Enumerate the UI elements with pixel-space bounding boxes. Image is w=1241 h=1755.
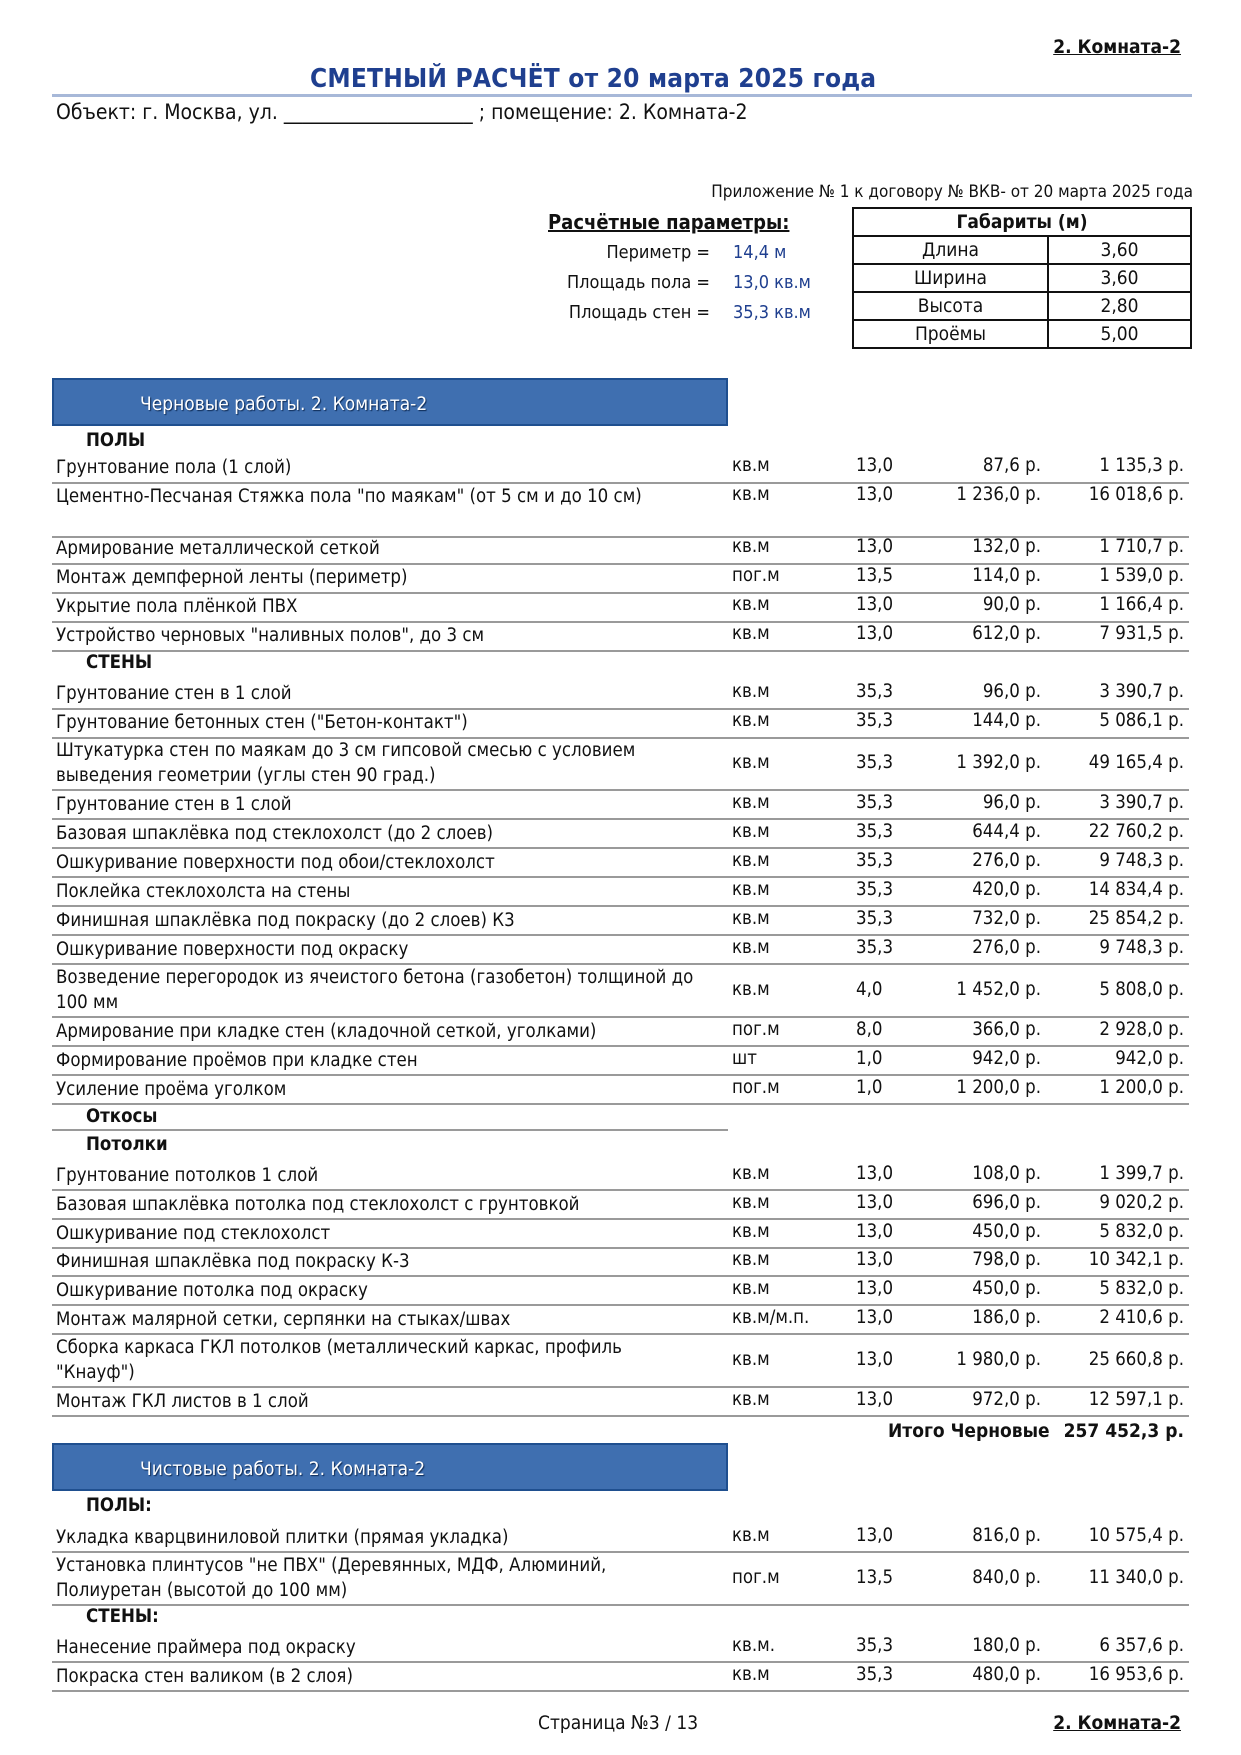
row-price: 420,0 р. [972,879,1041,900]
row-total: 1 539,0 р. [1099,565,1184,586]
row-unit: пог.м [732,1019,780,1040]
row-total: 12 597,1 р. [1088,1389,1184,1410]
param-floor-value: 13,0 кв.м [733,272,811,293]
table-row [52,710,1189,739]
row-total: 9 748,3 р. [1099,850,1184,871]
row-total: 1 200,0 р. [1099,1077,1184,1098]
table-row [52,908,1189,936]
row-qty: 35,3 [856,908,894,929]
row-total: 11 340,0 р. [1088,1567,1184,1588]
rough-ceilings-head: Потолки [86,1134,168,1155]
row-total: 16 953,6 р. [1088,1664,1184,1685]
row-qty: 35,3 [856,681,894,702]
row-qty: 13,0 [856,1192,894,1213]
rough-section-title: Черновые работы. 2. Комната-2 [140,393,428,415]
row-price: 366,0 р. [972,1019,1041,1040]
row-name: Грунтование потолков 1 слой [56,1165,319,1186]
row-price: 972,0 р. [972,1389,1041,1410]
dim-label: Высота [853,292,1048,320]
table-row [52,594,1189,623]
row-name: Ошкуривание потолка под окраску [56,1280,368,1301]
row-price: 186,0 р. [972,1307,1041,1328]
row-total: 7 931,5 р. [1099,623,1184,644]
finish-floors-head: ПОЛЫ: [86,1495,152,1516]
object-line: Объект: г. Москва, ул. ____________________ ; помещение: 2. Комната-2 [56,100,748,124]
row-name: Усиление проёма уголком [56,1079,287,1100]
row-price: 450,0 р. [972,1221,1041,1242]
finish-walls-head: СТЕНЫ: [86,1606,159,1627]
row-price: 612,0 р. [972,623,1041,644]
row-qty: 35,3 [856,937,894,958]
dim-value: 2,80 [1048,292,1191,320]
room-link-top[interactable]: 2. Комната-2 [1053,36,1181,58]
param-walls-value: 35,3 кв.м [733,302,811,323]
row-qty: 35,3 [856,1635,894,1656]
dim-label: Длина [853,236,1048,264]
row-total: 9 748,3 р. [1099,937,1184,958]
dim-value: 5,00 [1048,320,1191,348]
row-unit: пог.м [732,1567,780,1588]
row-qty: 13,0 [856,1389,894,1410]
table-row [52,623,1189,652]
row-price: 840,0 р. [972,1567,1041,1588]
row-qty: 35,3 [856,879,894,900]
row-total: 9 020,2 р. [1099,1192,1184,1213]
row-total: 22 760,2 р. [1088,821,1184,842]
dim-value: 3,60 [1048,236,1191,264]
row-name: Грунтование стен в 1 слой [56,683,292,704]
row-total: 5 832,0 р. [1099,1278,1184,1299]
table-row [52,1335,1189,1388]
table-row [52,455,1189,484]
row-unit: шт [732,1048,757,1069]
row-unit: кв.м [732,937,770,958]
row-qty: 13,0 [856,594,894,615]
divider [52,1129,728,1131]
row-name: Покраска стен валиком (в 2 слоя) [56,1666,353,1687]
rough-slopes-head: Откосы [86,1106,158,1127]
row-unit: кв.м [732,455,770,476]
row-qty: 35,3 [856,710,894,731]
table-row [52,1635,1189,1663]
row-name: Формирование проёмов при кладке стен [56,1050,418,1071]
row-total: 1 166,4 р. [1099,594,1184,615]
row-name: Монтаж малярной сетки, серпянки на стыках/швах [56,1309,511,1330]
row-name: Установка плинтусов "не ПВХ" (Деревянных, МДФ, Алюминий, Полиуретан (высотой до 100 мм) [56,1555,607,1601]
table-row [52,1664,1189,1692]
param-perimeter-value: 14,4 м [733,242,787,263]
row-price: 180,0 р. [972,1635,1041,1656]
row-total: 1 399,7 р. [1099,1163,1184,1184]
row-name: Нанесение праймера под окраску [56,1637,356,1658]
rough-walls-head: СТЕНЫ [86,652,153,673]
row-unit: кв.м [732,850,770,871]
table-row [52,821,1189,849]
row-price: 108,0 р. [972,1163,1041,1184]
row-qty: 1,0 [856,1048,883,1069]
row-price: 96,0 р. [982,681,1041,702]
row-total: 2 928,0 р. [1099,1019,1184,1040]
table-row [52,1019,1189,1047]
row-unit: кв.м [732,1349,770,1370]
table-row [52,879,1189,907]
row-unit: кв.м [732,710,770,731]
row-name: Штукатурка стен по маякам до 3 см гипсовой смесью с условием выведения геометрии (углы стен 90 град.) [56,740,636,786]
dimensions-title: Габариты (м) [853,208,1191,236]
row-price: 1 236,0 р. [956,484,1041,505]
rough-total-label: Итого Черновые [888,1420,1050,1442]
row-unit: кв.м [732,1525,770,1546]
row-price: 798,0 р. [972,1249,1041,1270]
finish-section-title: Чистовые работы. 2. Комната-2 [140,1458,426,1480]
row-total: 942,0 р. [1115,1048,1184,1069]
row-total: 2 410,6 р. [1099,1307,1184,1328]
row-unit: пог.м [732,565,780,586]
row-price: 276,0 р. [972,850,1041,871]
row-qty: 8,0 [856,1019,883,1040]
row-total: 1 710,7 р. [1099,536,1184,557]
row-qty: 13,0 [856,455,894,476]
row-unit: кв.м [732,879,770,900]
rough-total-value: 257 452,3 р. [1063,1420,1184,1442]
row-qty: 35,3 [856,850,894,871]
table-row [52,1077,1189,1105]
row-name: Монтаж демпферной ленты (периметр) [56,567,408,588]
row-unit: кв.м [732,821,770,842]
row-qty: 13,0 [856,1525,894,1546]
row-price: 1 392,0 р. [956,752,1041,773]
table-row [52,1389,1189,1417]
appendix-note: Приложение № 1 к договору № ВКВ- от 20 марта 2025 года [711,182,1193,202]
table-row [52,1278,1189,1306]
row-qty: 13,0 [856,1221,894,1242]
table-row [52,1163,1189,1191]
row-name: Поклейка стеклохолста на стены [56,881,351,902]
row-unit: кв.м [732,1278,770,1299]
row-total: 3 390,7 р. [1099,681,1184,702]
row-price: 1 200,0 р. [956,1077,1041,1098]
row-price: 732,0 р. [972,908,1041,929]
row-unit: кв.м [732,1389,770,1410]
row-qty: 13,0 [856,1278,894,1299]
row-price: 816,0 р. [972,1525,1041,1546]
row-qty: 1,0 [856,1077,883,1098]
row-qty: 4,0 [856,979,883,1000]
row-qty: 13,5 [856,1567,894,1588]
row-qty: 35,3 [856,792,894,813]
table-row [52,1249,1189,1277]
row-qty: 35,3 [856,752,894,773]
row-qty: 35,3 [856,821,894,842]
row-name: Монтаж ГКЛ листов в 1 слой [56,1391,309,1412]
row-qty: 13,0 [856,1163,894,1184]
table-row [52,738,1189,791]
row-name: Финишная шпаклёвка под покраску К-3 [56,1251,410,1272]
table-row [52,1192,1189,1220]
table-row [52,1048,1189,1076]
table-row [52,1525,1189,1553]
row-total: 14 834,4 р. [1088,879,1184,900]
row-total: 10 575,4 р. [1088,1525,1184,1546]
table-row [52,536,1189,565]
row-name: Цементно-Песчаная Стяжка пола "по маякам" (от 5 см и до 10 см) [56,486,642,507]
row-total: 10 342,1 р. [1088,1249,1184,1270]
row-qty: 13,0 [856,484,894,505]
dimensions-table [852,207,1192,349]
row-qty: 35,3 [856,1664,894,1685]
row-unit: кв.м. [732,1635,775,1656]
table-row [52,1553,1189,1606]
row-unit: кв.м [732,1192,770,1213]
table-row [52,565,1189,594]
row-name: Ошкуривание под стеклохолст [56,1223,331,1244]
page-number: Страница №3 / 13 [538,1712,699,1734]
table-row [52,1307,1189,1335]
row-price: 942,0 р. [972,1048,1041,1069]
row-price: 90,0 р. [982,594,1041,615]
row-name: Возведение перегородок из ячеистого бетона (газобетон) толщиной до 100 мм [56,967,694,1013]
row-total: 25 660,8 р. [1088,1349,1184,1370]
row-price: 87,6 р. [982,455,1041,476]
row-unit: кв.м [732,594,770,615]
row-name: Финишная шпаклёвка под покраску (до 2 слоев) К3 [56,910,515,931]
rough-section-header [52,378,728,426]
row-total: 3 390,7 р. [1099,792,1184,813]
row-total: 49 165,4 р. [1088,752,1184,773]
row-name: Ошкуривание поверхности под обои/стеклохолст [56,852,495,873]
row-price: 1 980,0 р. [956,1349,1041,1370]
row-name: Ошкуривание поверхности под окраску [56,939,409,960]
row-price: 144,0 р. [972,710,1041,731]
param-walls-label: Площадь стен = [568,302,710,323]
param-perimeter-label: Периметр = [606,242,710,263]
row-name: Армирование при кладке стен (кладочной сеткой, уголками) [56,1021,597,1042]
row-qty: 13,0 [856,1249,894,1270]
param-floor-label: Площадь пола = [567,272,710,293]
row-unit: кв.м [732,1664,770,1685]
row-name: Грунтование бетонных стен ("Бетон-контакт") [56,712,468,733]
table-row [52,681,1189,710]
row-unit: пог.м [732,1077,780,1098]
row-name: Грунтование стен в 1 слой [56,794,292,815]
row-price: 96,0 р. [982,792,1041,813]
row-qty: 13,0 [856,1349,894,1370]
finish-section-header [52,1443,728,1491]
row-price: 1 452,0 р. [956,979,1041,1000]
row-total: 6 357,6 р. [1099,1635,1184,1656]
row-total: 25 854,2 р. [1088,908,1184,929]
table-row [52,850,1189,878]
dim-value: 3,60 [1048,264,1191,292]
row-name: Армирование металлической сеткой [56,538,380,559]
row-price: 644,4 р. [972,821,1041,842]
row-price: 480,0 р. [972,1664,1041,1685]
row-total: 5 808,0 р. [1099,979,1184,1000]
row-unit: кв.м [732,1249,770,1270]
row-name: Базовая шпаклёвка под стеклохолст (до 2 слоев) [56,823,494,844]
row-name: Грунтование пола (1 слой) [56,457,292,478]
row-unit: кв.м [732,536,770,557]
row-name: Укрытие пола плёнкой ПВХ [56,596,298,617]
row-price: 696,0 р. [972,1192,1041,1213]
row-qty: 13,0 [856,623,894,644]
rough-floors-head: ПОЛЫ [86,430,146,451]
dim-label: Ширина [853,264,1048,292]
room-link-bottom[interactable]: 2. Комната-2 [1053,1712,1181,1734]
row-unit: кв.м [732,623,770,644]
dim-label: Проёмы [853,320,1048,348]
row-unit: кв.м/м.п. [732,1307,810,1328]
table-row [52,937,1189,965]
row-total: 16 018,6 р. [1088,484,1184,505]
row-qty: 13,0 [856,536,894,557]
row-total: 5 086,1 р. [1099,710,1184,731]
row-qty: 13,0 [856,1307,894,1328]
table-row [52,484,1189,538]
row-price: 276,0 р. [972,937,1041,958]
table-row [52,792,1189,820]
row-name: Базовая шпаклёвка потолка под стеклохолст с грунтовкой [56,1194,580,1215]
table-row [52,965,1189,1018]
row-unit: кв.м [732,792,770,813]
row-price: 114,0 р. [972,565,1041,586]
row-price: 132,0 р. [972,536,1041,557]
table-row [52,1221,1189,1249]
row-price: 450,0 р. [972,1278,1041,1299]
row-unit: кв.м [732,908,770,929]
document-title: СМЕТНЫЙ РАСЧЁТ от 20 марта 2025 года [310,64,877,94]
row-unit: кв.м [732,484,770,505]
row-unit: кв.м [732,752,770,773]
row-name: Устройство черновых "наливных полов", до 3 см [56,625,485,646]
params-title: Расчётные параметры: [548,210,790,234]
title-underline [52,94,1192,97]
row-unit: кв.м [732,1221,770,1242]
row-unit: кв.м [732,681,770,702]
row-unit: кв.м [732,979,770,1000]
row-total: 5 832,0 р. [1099,1221,1184,1242]
row-name: Укладка кварцвиниловой плитки (прямая укладка) [56,1527,509,1548]
row-name: Сборка каркаса ГКЛ потолков (металлический каркас, профиль "Кнауф") [56,1337,622,1383]
row-qty: 13,5 [856,565,894,586]
row-total: 1 135,3 р. [1099,455,1184,476]
row-unit: кв.м [732,1163,770,1184]
